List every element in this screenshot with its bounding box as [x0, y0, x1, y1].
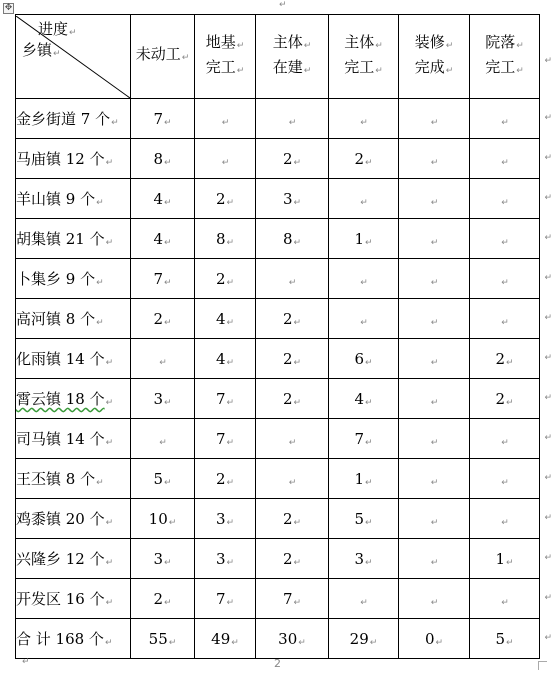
town-name: 金乡街道 7 个 [16, 110, 111, 128]
value-cell: 2↵ [131, 579, 195, 619]
value-cell: 55↵ [131, 619, 195, 659]
page-number: 2 [274, 657, 281, 670]
value-cell: 5↵ [131, 459, 195, 499]
cell-value: 2 [282, 509, 293, 528]
value-cell: 10↵ [131, 499, 195, 539]
town-name-cell: 金乡街道 7 个↵ [16, 99, 131, 139]
value-cell: 7↵ [131, 99, 195, 139]
corner-header-progress: 进度↵ [38, 19, 77, 38]
cell-value: 2 [153, 309, 163, 328]
cell-value: 6 [354, 349, 364, 368]
value-cell: ↵ [329, 259, 399, 299]
value-cell: ↵ [399, 139, 470, 179]
value-cell: ↵ [399, 339, 470, 379]
table-row [16, 539, 540, 579]
value-cell: ↵ ↵ [470, 219, 540, 259]
cell-value: 3 [282, 189, 293, 208]
cell-value: 8 [153, 149, 163, 168]
column-header-decoration-done: 装修↵ 完成↵ [399, 15, 470, 99]
value-cell: ↵ [329, 299, 399, 339]
cell-value: 2 [282, 149, 293, 168]
value-cell: 29↵ [329, 619, 399, 659]
cell-value: 2 [215, 189, 226, 208]
table-row [16, 619, 540, 659]
town-name-cell: 开发区 16 个↵ [16, 579, 131, 619]
cell-value: 10 [148, 509, 168, 528]
value-cell: 7↵ [195, 379, 256, 419]
paragraph-mark: ↵ [279, 0, 287, 10]
value-cell: ↵ ↵ [470, 419, 540, 459]
town-name-cell: 胡集镇 21 个↵ [16, 219, 131, 259]
cell-value: 2 [354, 149, 364, 168]
cell-value: 1 [495, 549, 505, 568]
value-cell: 3↵ [131, 379, 195, 419]
value-cell: 1↵ ↵ [470, 539, 540, 579]
corner-header-town: 乡镇↵ [22, 40, 61, 59]
value-cell: ↵ [329, 579, 399, 619]
value-cell: 4↵ [131, 179, 195, 219]
table-row [16, 219, 540, 259]
value-cell: 30↵ [256, 619, 329, 659]
cell-value: 3 [354, 549, 364, 568]
value-cell: 3↵ [329, 539, 399, 579]
town-name: 霄云镇 18 个 [16, 390, 105, 408]
value-cell: 3↵ [195, 499, 256, 539]
value-cell: 2↵ [131, 299, 195, 339]
cell-value: 5 [153, 469, 163, 488]
value-cell: ↵ ↵ [470, 259, 540, 299]
value-cell: 2↵ [195, 259, 256, 299]
value-cell: 2↵ [256, 339, 329, 379]
value-cell: 8↵ [195, 219, 256, 259]
value-cell: ↵ [256, 99, 329, 139]
value-cell: ↵ [399, 299, 470, 339]
town-name-cell: 司马镇 14 个↵ [16, 419, 131, 459]
value-cell: ↵ [399, 259, 470, 299]
paragraph-mark-bottom: ↵ [22, 657, 30, 667]
value-cell: 2↵ [256, 299, 329, 339]
town-name-cell: 兴隆乡 12 个↵ [16, 539, 131, 579]
cell-value: 7 [153, 269, 163, 288]
column-header-structure-building: 主体↵ 在建↵ [256, 15, 329, 99]
page-corner-mark [538, 661, 547, 670]
town-name-cell: 高河镇 8 个↵ [16, 299, 131, 339]
value-cell: 8↵ [256, 219, 329, 259]
cell-value: 2 [282, 309, 293, 328]
value-cell: 7↵ [329, 419, 399, 459]
value-cell: 0↵ [399, 619, 470, 659]
cell-value: 5 [354, 509, 364, 528]
value-cell: ↵ [329, 99, 399, 139]
cell-value: 3 [215, 509, 226, 528]
value-cell: 2↵ [256, 499, 329, 539]
value-cell: ↵ ↵ [470, 299, 540, 339]
value-cell: ↵ [329, 179, 399, 219]
town-name: 胡集镇 21 个 [16, 230, 105, 248]
value-cell: 2↵ [329, 139, 399, 179]
value-cell: ↵ [131, 339, 195, 379]
cell-value: 1 [354, 229, 364, 248]
town-name: 鸡黍镇 20 个 [16, 510, 105, 528]
table-row [16, 379, 540, 419]
table-row [16, 299, 540, 339]
value-cell: ↵ [399, 379, 470, 419]
town-name: 王丕镇 8 个 [16, 470, 96, 488]
town-name-cell: 鸡黍镇 20 个↵ [16, 499, 131, 539]
cell-value: 2 [215, 469, 226, 488]
cell-value: 5 [495, 629, 505, 648]
value-cell: ↵ [399, 419, 470, 459]
cell-value: 4 [215, 349, 226, 368]
value-cell: 5↵ [329, 499, 399, 539]
town-name: 卜集乡 9 个 [16, 270, 96, 288]
cell-value: 3 [153, 549, 163, 568]
value-cell: ↵ ↵ [470, 139, 540, 179]
town-name: 化雨镇 14 个 [16, 350, 105, 368]
value-cell: 6↵ [329, 339, 399, 379]
cell-value: 30 [278, 629, 298, 648]
town-name-cell: 马庙镇 12 个↵ [16, 139, 131, 179]
cell-value: 2 [282, 389, 293, 408]
value-cell: ↵ ↵ [470, 99, 540, 139]
column-header-courtyard-done: 院落↵ 完工↵ ↵ [470, 15, 540, 99]
value-cell: 7↵ [256, 579, 329, 619]
cell-value: 4 [215, 309, 226, 328]
value-cell: 49↵ [195, 619, 256, 659]
cell-value: 2 [495, 349, 505, 368]
value-cell: 7↵ [131, 259, 195, 299]
value-cell: ↵ ↵ [470, 499, 540, 539]
cell-value: 49 [211, 629, 231, 648]
town-name-cell: 合 计 168 个↵ [16, 619, 131, 659]
value-cell: ↵ [399, 499, 470, 539]
cell-value: 1 [354, 469, 364, 488]
cell-value: 2 [153, 589, 163, 608]
column-header-structure-done: 主体↵ 完工↵ [329, 15, 399, 99]
value-cell: ↵ ↵ [470, 579, 540, 619]
value-cell: ↵ [399, 579, 470, 619]
cell-value: 2 [282, 549, 293, 568]
cell-value: 29 [349, 629, 369, 648]
value-cell: 1↵ [329, 459, 399, 499]
table-body [16, 99, 552, 659]
town-name: 司马镇 14 个 [16, 430, 105, 448]
value-cell: ↵ [256, 419, 329, 459]
town-name: 兴隆乡 12 个 [16, 550, 105, 568]
cell-value: 2 [215, 269, 226, 288]
value-cell: 2↵ [256, 139, 329, 179]
town-name: 高河镇 8 个 [16, 310, 96, 328]
column-header-foundation-done: 地基↵ 完工↵ [195, 15, 256, 99]
cell-value: 3 [153, 389, 163, 408]
value-cell: 7↵ [195, 579, 256, 619]
value-cell: 2↵ ↵ [470, 339, 540, 379]
cell-value: 7 [215, 589, 226, 608]
value-cell: 4↵ [131, 219, 195, 259]
value-cell: ↵ [195, 139, 256, 179]
cell-value: 4 [354, 389, 364, 408]
value-cell: 3↵ [195, 539, 256, 579]
table-move-handle-icon[interactable]: ✥ [4, 3, 13, 13]
value-cell: 5↵ ↵ [470, 619, 540, 659]
table-row [16, 499, 540, 539]
cell-value: 3 [215, 549, 226, 568]
table-row [16, 339, 540, 379]
value-cell: 4↵ [329, 379, 399, 419]
value-cell: 4↵ [195, 339, 256, 379]
value-cell: 2↵ [256, 379, 329, 419]
cell-value: 7 [215, 429, 226, 448]
value-cell: ↵ [399, 99, 470, 139]
cell-value: 4 [153, 229, 163, 248]
table-row [16, 579, 540, 619]
value-cell: 2↵ ↵ [470, 379, 540, 419]
town-name-cell: 化雨镇 14 个↵ [16, 339, 131, 379]
cell-value: 55 [148, 629, 168, 648]
progress-table [15, 14, 552, 659]
value-cell: ↵ [131, 419, 195, 459]
value-cell: 8↵ [131, 139, 195, 179]
town-name-cell: 羊山镇 9 个↵ [16, 179, 131, 219]
town-name: 开发区 16 个 [16, 590, 105, 608]
town-name-cell: 王丕镇 8 个↵ [16, 459, 131, 499]
cell-value: 7 [282, 589, 293, 608]
value-cell: ↵ [195, 99, 256, 139]
value-cell: 4↵ [195, 299, 256, 339]
value-cell: ↵ [399, 459, 470, 499]
value-cell: 7↵ [195, 419, 256, 459]
table-row [16, 179, 540, 219]
value-cell: ↵ [399, 179, 470, 219]
town-name: 羊山镇 9 个 [16, 190, 96, 208]
value-cell: ↵ [399, 539, 470, 579]
table-row [16, 459, 540, 499]
value-cell: ↵ ↵ [470, 179, 540, 219]
cell-value: 8 [215, 229, 226, 248]
town-name-cell: 霄云镇 18 个↵ [16, 379, 131, 419]
cell-value: 2 [282, 349, 293, 368]
table-row [16, 139, 540, 179]
town-name: 马庙镇 12 个 [16, 150, 105, 168]
cell-value: 2 [495, 389, 505, 408]
cell-value: 7 [215, 389, 226, 408]
table-row [16, 99, 540, 139]
corner-header-cell [16, 15, 131, 99]
cell-value: 7 [153, 109, 163, 128]
value-cell: ↵ [256, 259, 329, 299]
cell-value: 7 [354, 429, 364, 448]
value-cell: 3↵ [256, 179, 329, 219]
town-name: 合 计 168 个 [16, 630, 104, 648]
town-name-cell: 卜集乡 9 个↵ [16, 259, 131, 299]
table-row [16, 419, 540, 459]
value-cell: 3↵ [131, 539, 195, 579]
table-row [16, 259, 540, 299]
value-cell: 2↵ [256, 539, 329, 579]
value-cell: ↵ [399, 219, 470, 259]
value-cell: ↵ [256, 459, 329, 499]
value-cell: 2↵ [195, 459, 256, 499]
value-cell: 2↵ [195, 179, 256, 219]
cell-value: 8 [282, 229, 293, 248]
value-cell: ↵ ↵ [470, 459, 540, 499]
cell-value: 0 [424, 629, 435, 648]
cell-value: 4 [153, 189, 163, 208]
value-cell: 1↵ [329, 219, 399, 259]
column-header-not-started: 未动工↵ [131, 15, 195, 99]
